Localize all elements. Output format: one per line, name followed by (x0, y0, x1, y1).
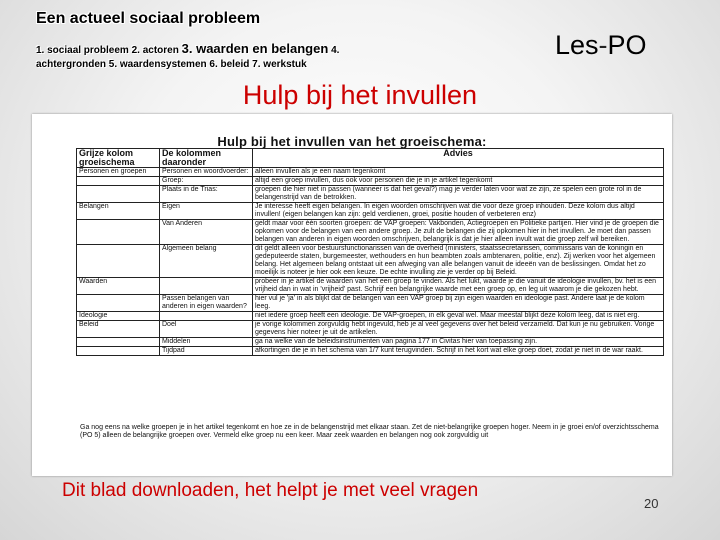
header-columns-below: De kolommen daaronder (160, 149, 253, 168)
table-row (77, 347, 664, 356)
grey-column-cell: Ideologie (77, 312, 160, 321)
sub-column-cell (160, 278, 253, 295)
nav-link-1-2[interactable]: 1. sociaal probleem 2. actoren (36, 45, 179, 56)
grey-column-cell: Beleid (77, 321, 160, 338)
advice-cell: niet iedere groep heeft een ideologie. De VAP-groepen, in elk geval wel. Maar meestal blijkt deze kolom leeg, dat is niet erg. (253, 312, 664, 321)
grey-column-cell (77, 245, 160, 278)
brand-logo (555, 30, 647, 61)
grey-column-cell: Personen en groepen (77, 168, 160, 177)
sub-column-cell: Doel (160, 321, 253, 338)
sub-column-cell: Tijdpad (160, 347, 253, 356)
table-row (77, 295, 664, 312)
grey-column-cell (77, 177, 160, 186)
brand-dash: - (598, 30, 608, 60)
table-row (77, 312, 664, 321)
sub-column-cell: Van Anderen (160, 220, 253, 245)
table-row (77, 168, 664, 177)
grey-column-cell (77, 338, 160, 347)
header-title: Een actueel sociaal probleem (36, 10, 261, 27)
sub-column-cell: Groep: (160, 177, 253, 186)
advice-cell: probeer in je artikel de waarden van het een groep te vinden. Als het lukt, waarde je die vanuit de ideologie invullen, bv. het is een vrijheid dan in wat in 'vrijheid' past. Schrijf een belangrijke waarde met een groep op, en leg uit waarom je die gekozen hebt. (253, 278, 664, 295)
nav-link-4[interactable]: 4. (331, 45, 340, 56)
advice-cell: altijd een groep invullen, dus ook voor personen die je in je artikel tegenkomt (253, 177, 664, 186)
advice-cell: dit geldt alleen voor bestuursfunctionarissen van de overheid (ministers, staatssecretarissen, commissaris van de koningin en gedeputeerde staten, burgemeester, wethouders en hun beambten zoals ambtenaren, politie, enz). Zij werken voor het algemeen belang. Het algemeen belang ontstaat uit een afweging van alle belangen vanuit de ideeën van de beslissingen. Omdat het zo moeilijk is noteer je hier ook een keuze. De echte invulling zie je verder op bij Beleid. (253, 245, 664, 278)
slide-number: 20 (644, 496, 659, 511)
advice-cell: groepen die hier niet in passen (wanneer is dat het geval?) mag je verder laten voor wat ze zijn, ze spelen een grote rol in de belangenstrijd van de betrokken. (253, 186, 664, 203)
advice-cell: afkortingen die je in het schema van 1/7 kunt terugvinden. Schrijf in het kort wat elke groep doet, zodat je niet in de war raakt. (253, 347, 664, 356)
table-row (77, 245, 664, 278)
table-row (77, 338, 664, 347)
nav-link-3[interactable]: 3. waarden en belangen (181, 41, 329, 56)
sub-column-cell: Passen belangen van anderen in eigen waarden? (160, 295, 253, 312)
download-note[interactable]: Dit blad downloaden, het helpt je met veel vragen (62, 480, 479, 501)
scanned-document (32, 114, 672, 476)
advice-cell: ga na welke van de beleidsinstrumenten van pagina 177 in Civitas hier van toepassing zijn. (253, 338, 664, 347)
grey-column-cell (77, 186, 160, 203)
table-row (77, 186, 664, 203)
advice-cell: geldt maar voor één soorten groepen: de VAP groepen: Vakbonden, Actiegroepen en Politieke partijen. Hier vind je de groepen die opkomen voor de belangen van een andere groep. Je zult de belangen die zij opkomen hier in het invullen. Je moet dan passen belangen van anderen in eigen woorden omschrijven, belangrijk is dat je hier alleen invult wat die groep zelf wil bereiken. (253, 220, 664, 245)
advice-cell: je vorige kolommen zorgvuldig hebt ingevuld, heb je al veel gegevens over het beleid verzameld. Dat kun je nu gebruiken. Vorige gegevens hier noteer je uit de artikelen. (253, 321, 664, 338)
table-row (77, 177, 664, 186)
advice-cell: Je interesse heeft eigen belangen. In eigen woorden omschrijven wat die voor deze groep inhouden. Deze kolom dus altijd invullen! (eigen belangen kan zijn: geld verdienen, groei, positie houden of verbeteren enz) (253, 203, 664, 220)
scan-title: Hulp bij het invullen van het groeischema: (217, 134, 487, 149)
schema-table (76, 148, 664, 356)
sub-column-cell: Eigen (160, 203, 253, 220)
sub-column-cell: Middelen (160, 338, 253, 347)
header-grey-column: Grijze kolom groeischema (77, 149, 160, 168)
table-row (77, 278, 664, 295)
advice-cell: hier vul je 'ja' in als blijkt dat de belangen van een VAP groep bij zijn eigen waarden en ideologie past. Andere laat je de kolom leeg. (253, 295, 664, 312)
sub-column-cell: Plaats in de Trias: (160, 186, 253, 203)
sub-column-cell: Personen en woordvoerder: (160, 168, 253, 177)
table-row (77, 321, 664, 338)
sub-column-cell: Algemeen belang (160, 245, 253, 278)
sub-column-cell (160, 312, 253, 321)
grey-column-cell (77, 220, 160, 245)
table-header-row (77, 149, 664, 168)
scan-conclusion: Ga nog eens na welke groepen je in het artikel tegenkomt en hoe ze in de belangenstrijd met elkaar staan. Zet de niet-belangrijke groepen hoger. Neem in je groei en/of overzichtsschema (PO 5) alleen de belangrijke groepen over. Vermeld elke groep nu een keer. Maar zeek waarden en belangen nog ook zorgvuldig uit (80, 424, 659, 439)
grey-column-cell: Belangen (77, 203, 160, 220)
chapter-navigation (36, 42, 456, 72)
table-row (77, 220, 664, 245)
brand-po: PO (607, 30, 647, 60)
grey-column-cell (77, 295, 160, 312)
grey-column-cell (77, 347, 160, 356)
advice-cell: alleen invullen als je een naam tegenkomt (253, 168, 664, 177)
slide-title: Hulp bij het invullen (242, 80, 478, 110)
nav-link-4-7[interactable]: achtergronden 5. waardensystemen 6. beleid 7. werkstuk (36, 59, 307, 70)
table-row (77, 203, 664, 220)
grey-column-cell: Waarden (77, 278, 160, 295)
header-advice: Advies (253, 149, 664, 168)
brand-les: Les (555, 30, 599, 60)
